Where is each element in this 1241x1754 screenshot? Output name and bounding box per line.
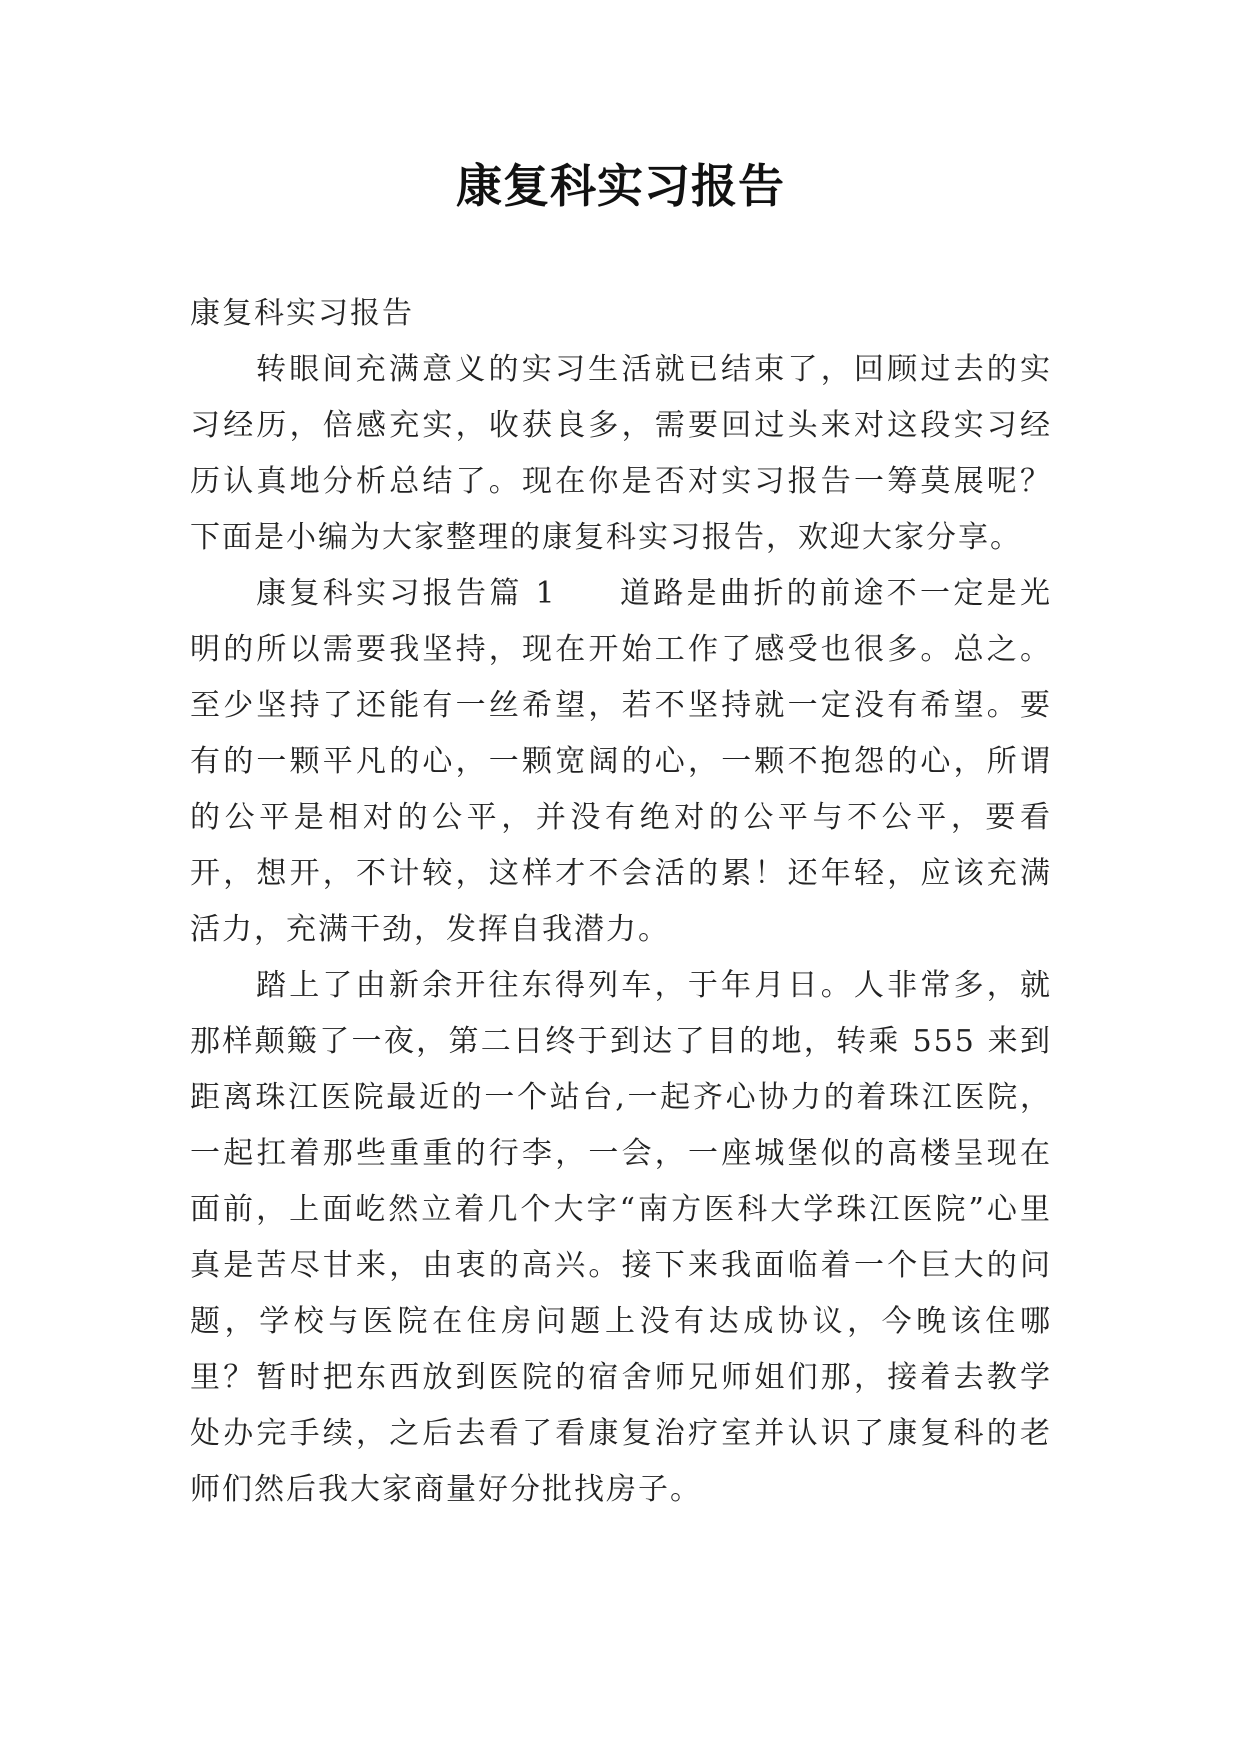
section1-paragraph [190,566,1052,958]
paragraph-3: 踏上了由新余开往东得列车，于年月日。人非常多，就那样颠簸了一夜，第二日终于到达了目的地，转乘 555 来到距离珠江医院最近的一个站台,一起齐心协力的着珠江医院，一起扛着那些重重的行李，一会，一座城堡似的高楼呈现在面前，上面屹然立着几个大字“南方医科大学珠江医院”心里真是苦尽甘来，由衷的高兴。接下来我面临着一个巨大的问题，学校与医院在住房问题上没有达成协议，今晚该住哪里？暂时把东西放到医院的宿舍师兄师姐们那，接着去教学处办完手续，之后去看了看康复治疗室并认识了康复科的老师们然后我大家商量好分批找房子。 [190,968,1052,1507]
document-title: 康复科实习报告 [456,159,785,213]
document-subtitle: 康复科实习报告 [190,296,414,331]
intro-paragraph: 转眼间充满意义的实习生活就已结束了，回顾过去的实习经历，倍感充实，收获良多，需要回过头来对这段实习经历认真地分析总结了。现在你是否对实习报告一筹莫展呢？下面是小编为大家整理的康复科实习报告，欢迎大家分享。 [190,352,1052,555]
section1-body: 道路是曲折的前途不一定是光明的所以需要我坚持，现在开始工作了感受也很多。总之。至少坚持了还能有一丝希望，若不坚持就一定没有希望。要有的一颗平凡的心，一颗宽阔的心，一颗不抱怨的心，所谓的公平是相对的公平，并没有绝对的公平与不公平，要看开，想开，不计较，这样才不会活的累！还年轻，应该充满活力，充满干劲，发挥自我潜力。 [190,576,1052,947]
document-body [190,286,1052,1518]
section1-heading: 康复科实习报告篇 1 [256,576,557,611]
